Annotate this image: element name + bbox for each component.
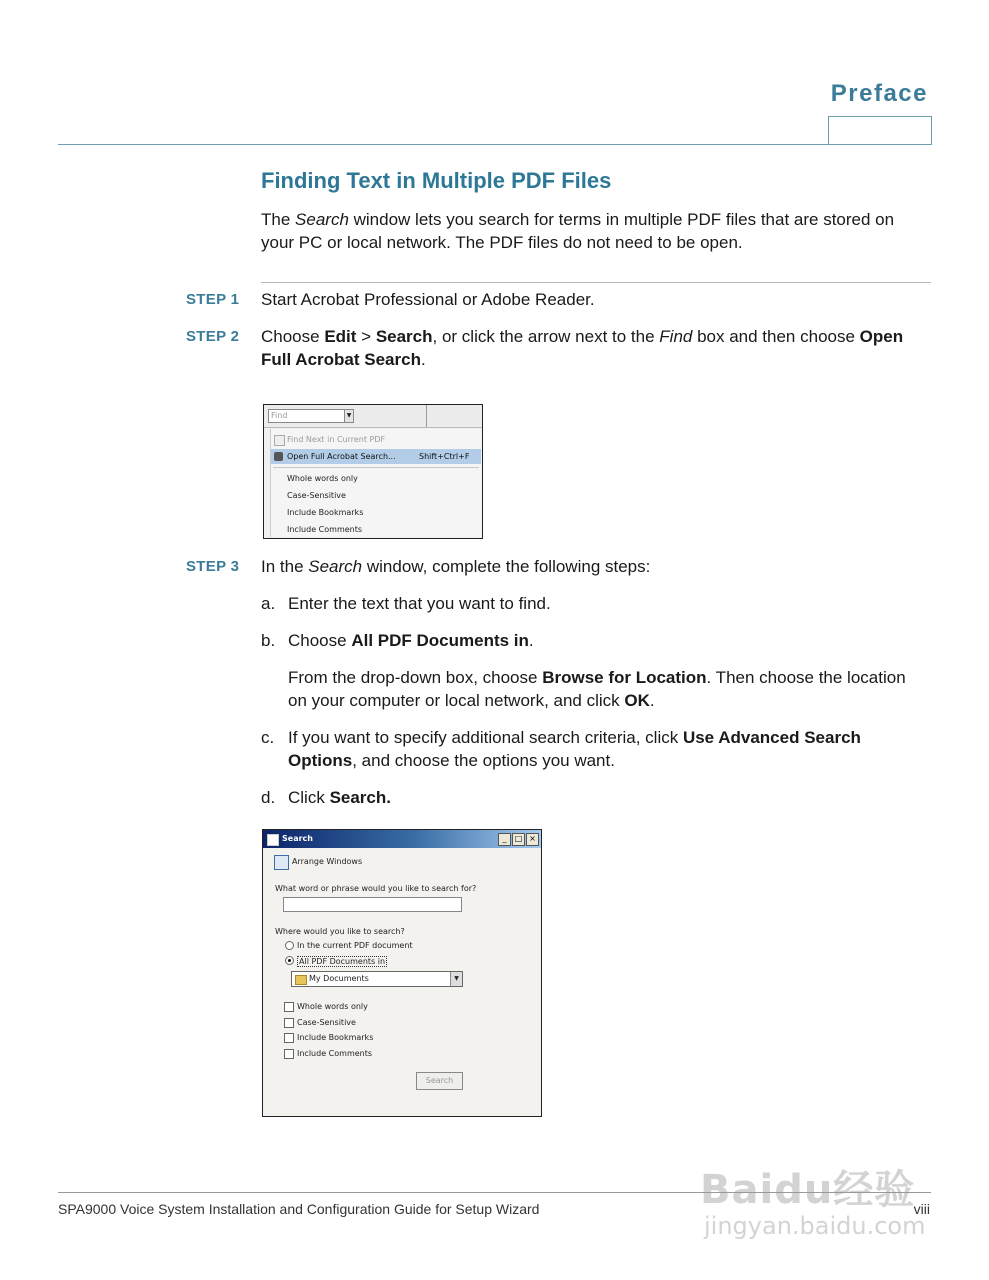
checkbox-include-comments-label: Include Comments (297, 1049, 373, 1058)
substep-b-letter: b. (261, 631, 276, 650)
shortcut-label: Shift+Ctrl+F (419, 452, 470, 461)
menu-item-include-comments[interactable]: Include Comments (287, 525, 363, 534)
toolbar-separator (426, 405, 427, 427)
step-2-label: STEP 2 (186, 328, 240, 345)
close-button[interactable]: × (526, 833, 539, 846)
search-window-screenshot (262, 829, 542, 1117)
header-tab-frame (828, 116, 932, 145)
location-question: Where would you like to search? (275, 927, 405, 936)
menu-separator (273, 467, 479, 468)
checkbox-include-bookmarks[interactable] (284, 1033, 294, 1043)
checkbox-whole-words[interactable] (284, 1002, 294, 1012)
find-next-icon (274, 435, 285, 446)
find-menu-screenshot (263, 404, 483, 539)
checkbox-include-bookmarks-label: Include Bookmarks (297, 1033, 374, 1042)
menu-item-include-bookmarks[interactable]: Include Bookmarks (287, 508, 364, 517)
checkbox-case-sensitive-label: Case-Sensitive (297, 1018, 356, 1027)
acrobat-icon (267, 834, 279, 846)
location-value: My Documents (309, 974, 369, 983)
substep-d-letter: d. (261, 788, 276, 807)
watermark-url: jingyan.baidu.com (704, 1212, 926, 1240)
step-1-label: STEP 1 (186, 291, 240, 308)
menu-item-whole-words[interactable]: Whole words only (287, 474, 358, 483)
substep-a-text: Enter the text that you want to find. (288, 594, 551, 613)
page-number: viii (913, 1201, 930, 1217)
section-header: Preface (830, 80, 928, 107)
window-title: Search (282, 834, 313, 843)
step-3-label: STEP 3 (186, 558, 240, 575)
checkbox-include-comments[interactable] (284, 1049, 294, 1059)
watermark-logo: Baidu经验 (700, 1167, 916, 1213)
find-dropdown-menu (270, 429, 481, 537)
footer-text: SPA9000 Voice System Installation and Configuration Guide for Setup Wizard (58, 1201, 540, 1217)
search-phrase-input[interactable] (283, 897, 462, 912)
checkbox-whole-words-label: Whole words only (297, 1002, 368, 1011)
page-title: Finding Text in Multiple PDF Files (261, 168, 612, 193)
maximize-button[interactable]: □ (512, 833, 525, 846)
binoculars-icon (274, 452, 283, 461)
step-2-text: Choose Edit > Search, or click the arrow next to the Find box and then choose Open Full Acrobat Search. (261, 327, 904, 369)
footer-rule (58, 1192, 931, 1193)
find-dropdown-arrow[interactable]: ▼ (344, 409, 354, 423)
find-input[interactable]: Find (268, 409, 346, 423)
radio-current-pdf[interactable] (285, 941, 294, 950)
search-question: What word or phrase would you like to search for? (275, 884, 477, 893)
arrange-windows-link[interactable]: Arrange Windows (292, 857, 363, 866)
header-rule (58, 144, 931, 145)
minimize-button[interactable]: _ (498, 833, 511, 846)
baidu-watermark (700, 1130, 940, 1250)
search-window-titlebar (263, 830, 541, 848)
arrange-windows-icon[interactable] (274, 855, 289, 870)
menu-item-open-full-search[interactable]: Open Full Acrobat Search... Shift+Ctrl+F (271, 449, 481, 464)
radio-current-pdf-label: In the current PDF document (297, 941, 413, 950)
section-divider (261, 282, 931, 283)
substep-b-note: From the drop-down box, choose Browse for Location. Then choose the location on your computer or local network, and click OK. (288, 668, 906, 710)
chevron-down-icon[interactable]: ▼ (450, 972, 462, 986)
substep-c-letter: c. (261, 728, 275, 747)
radio-all-pdf[interactable] (285, 956, 294, 965)
substep-b-text: Choose All PDF Documents in. (288, 631, 534, 650)
folder-icon (295, 975, 307, 985)
checkbox-case-sensitive[interactable] (284, 1018, 294, 1028)
location-select[interactable] (291, 971, 463, 987)
find-toolbar (264, 405, 482, 428)
substep-c-text: If you want to specify additional search criteria, click Use Advanced Search Options, and choose the options you want. (288, 728, 861, 770)
menu-item-case-sensitive[interactable]: Case-Sensitive (287, 491, 346, 500)
substep-a-letter: a. (261, 594, 276, 613)
menu-item-find-next[interactable]: Find Next in Current PDF (271, 432, 481, 447)
substep-d-text: Click Search. (288, 788, 391, 807)
radio-all-pdf-label: All PDF Documents in (299, 957, 386, 966)
intro-paragraph: The Search window lets you search for terms in multiple PDF files that are stored on your PC or local network. The PDF files do not need to be open. (261, 210, 895, 252)
search-button[interactable]: Search (416, 1072, 463, 1090)
step-1-text: Start Acrobat Professional or Adobe Reader. (261, 290, 595, 309)
step-3-text: In the Search window, complete the following steps: (261, 557, 651, 576)
